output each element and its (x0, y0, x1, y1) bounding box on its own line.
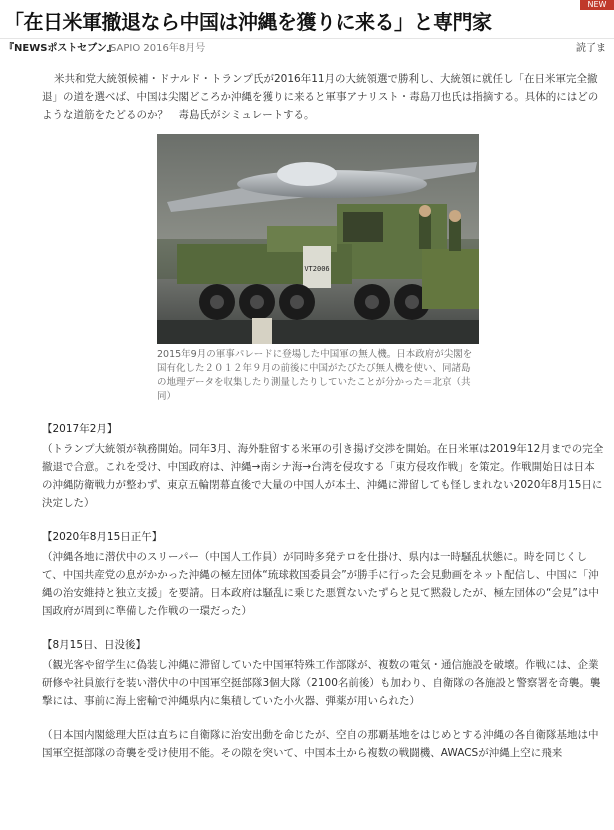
article-header (0, 0, 614, 39)
section-body: （日本国内閣総理大臣は直ちに自衛隊に治安出動を命じたが、空自の那覇基地をはじめとする沖縄の各自衛隊基地は中国軍空挺部隊の奇襲を受け使用不能。その隙を突いて、中国本土から複数の戦闘機、AWACSが沖縄上空に飛来 (42, 729, 599, 759)
timeline-section-3 (42, 636, 604, 710)
article-body (0, 70, 614, 762)
source-label[interactable]: 『NEWSポストセブン』 (4, 43, 117, 54)
article-title: 「在日米軍撤退なら中国は沖縄を獲りに来る」と専門家 (4, 10, 492, 34)
section-heading: 【8月15日、日没後】 (42, 639, 147, 651)
timeline-section-1 (42, 420, 604, 512)
section-heading: 【2020年8月15日正午】 (42, 531, 163, 543)
read-more-link[interactable]: 読了ま (576, 43, 606, 54)
section-body: （沖縄各地に潜伏中のスリーパー（中国人工作員）が同時多発テロを仕掛け、県内は一時騒乱状態に。時を同じくして、中国共産党の息がかかった沖縄の極左団体“琉球救国委員会”が勝手に行った会見動画をネット配信し、中国に「沖縄の治安維持と独立支援」を要請。日本政府は騒乱に乗じた悪質ないたずらと見て黙殺したが、極左団体の“会見”は中国政府が周到に準備した作戦の一環だった） (42, 551, 599, 617)
drone-parade-photo[interactable] (157, 134, 479, 344)
section-heading: 【2017年2月】 (42, 423, 118, 435)
section-body: （観光客や留学生に偽装し沖縄に滞留していた中国軍特殊工作部隊が、複数の電気・通信施設を破壊。作戦には、企業研修や社員旅行を装い潜伏中の中国軍空挺部隊3個大隊（2100名前後）も加わり、自衛隊の各施設と警察署を奇襲。襲撃には、事前に海上密輸で沖縄県内に集積していた小火器、弾薬が用いられた） (42, 659, 601, 707)
section-body: （トランプ大統領が執務開始。同年3月、海外駐留する米軍の引き揚げ交渉を開始。在日米軍は2019年12月までの完全撤退で合意。これを受け、中国政府は、沖縄→南シナ海→台湾を侵攻する「東方侵攻作戦」を策定。作戦開始日は日本の沖縄防衛戦力が整わず、東京五輪閉幕直後で大量の中国人が本土、沖縄に滞留しても怪しまれない2020年8月15日に決定した） (42, 443, 604, 509)
photo-caption: 2015年9月の軍事パレードに登場した中国軍の無人機。日本政府が尖閣を国有化した２０１２年９月の前後に中国がたびたび無人機を使い、同諸島の地理データを収集したり測量したりしていたことが分かった＝北京（共同） (157, 349, 473, 402)
timeline-section-2 (42, 528, 604, 620)
timeline-section-4 (42, 726, 604, 762)
lead-text: 米共和党大統領候補・ドナルド・トランプ氏が2016年11月の大統領選で勝利し、大統領に就任し「在日米軍完全撤退」の道を選べば、中国は尖閣どころか沖縄を獲りに来ると軍事アナリスト・毒島刀也氏は指摘する。具体的にはどのような道筋をたどるのか？ 毒島氏がシミュレートする。 (42, 73, 599, 121)
lead-paragraph (42, 70, 606, 124)
new-badge[interactable]: NEW (580, 0, 614, 10)
plate-number: VT2006 (304, 265, 330, 273)
news-figure (157, 134, 479, 404)
article-meta (0, 39, 614, 59)
publish-date: SAPIO 2016年8月号 (110, 43, 206, 54)
